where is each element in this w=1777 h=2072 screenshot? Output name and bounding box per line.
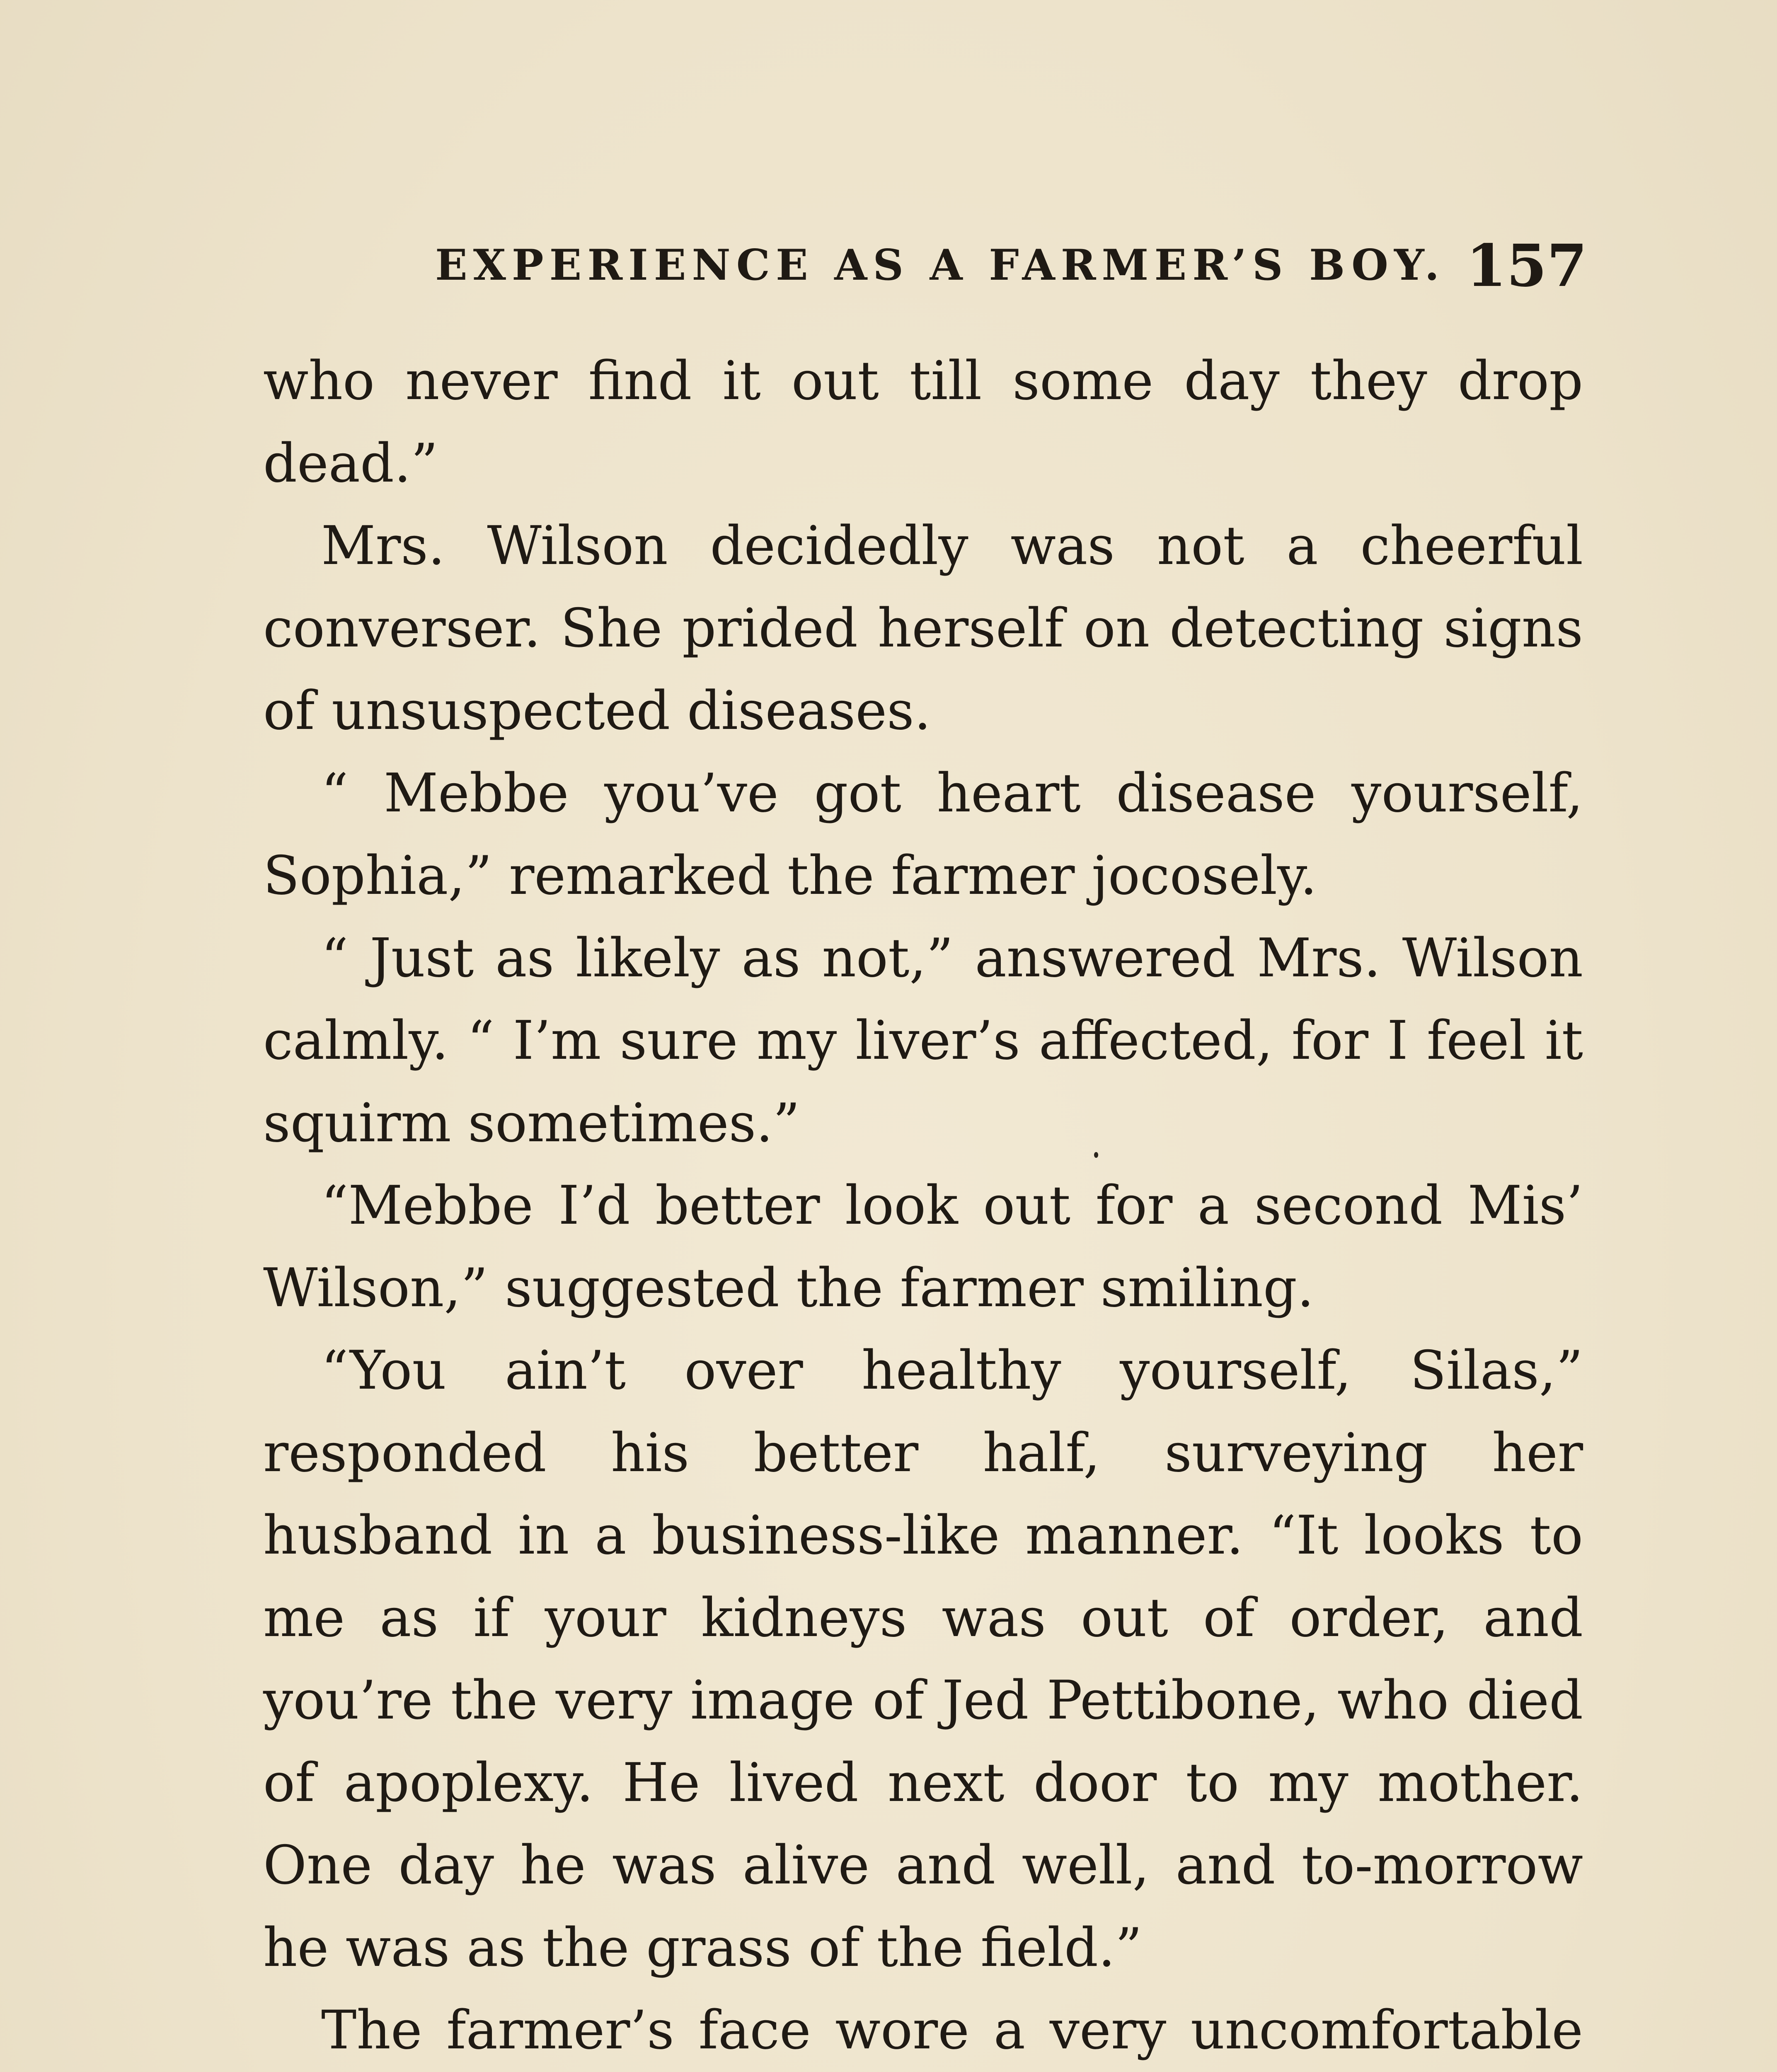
paragraph: “ Mebbe you’ve got heart disease yourself, Sophia,” remarked the farmer jocosely. xyxy=(263,762,1583,907)
paragraph: The farmer’s face wore a very uncomfortable xyxy=(321,1999,1583,2061)
running-title: EXPERIENCE AS A FARMER’S BOY. xyxy=(435,240,1445,290)
paragraph: “Mebbe I’d better look out for a second Mis’ Wilson,” suggested the farmer smiling. xyxy=(263,1175,1583,1319)
paragraph: Mrs. Wilson decidedly was not a cheerful converser. She prided herself on detecting signs of unsuspected diseases. xyxy=(263,515,1583,742)
paragraph: who never find it out till some day they drop dead.” xyxy=(263,350,1583,494)
ink-speck xyxy=(1094,1152,1098,1158)
paragraph: “You ain’t over healthy yourself, Silas,” responded his better half, surveying her husband in a business-like manner. “It looks to me as if your kidneys was out of order, and you’re the very image of Jed Pettibone, who died of apoplexy. He lived next door to my mother. One day he was alive and well, and to-morrow he was as the grass of the field.” xyxy=(263,1340,1583,1979)
paragraph: “ Just as likely as not,” answered Mrs. Wilson calmly. “ I’m sure my liver’s affected, for I feel it squirm sometimes.” xyxy=(263,927,1583,1154)
page-number: 157 xyxy=(1466,232,1587,300)
page-header xyxy=(435,232,1587,303)
body-text xyxy=(263,340,1583,2072)
